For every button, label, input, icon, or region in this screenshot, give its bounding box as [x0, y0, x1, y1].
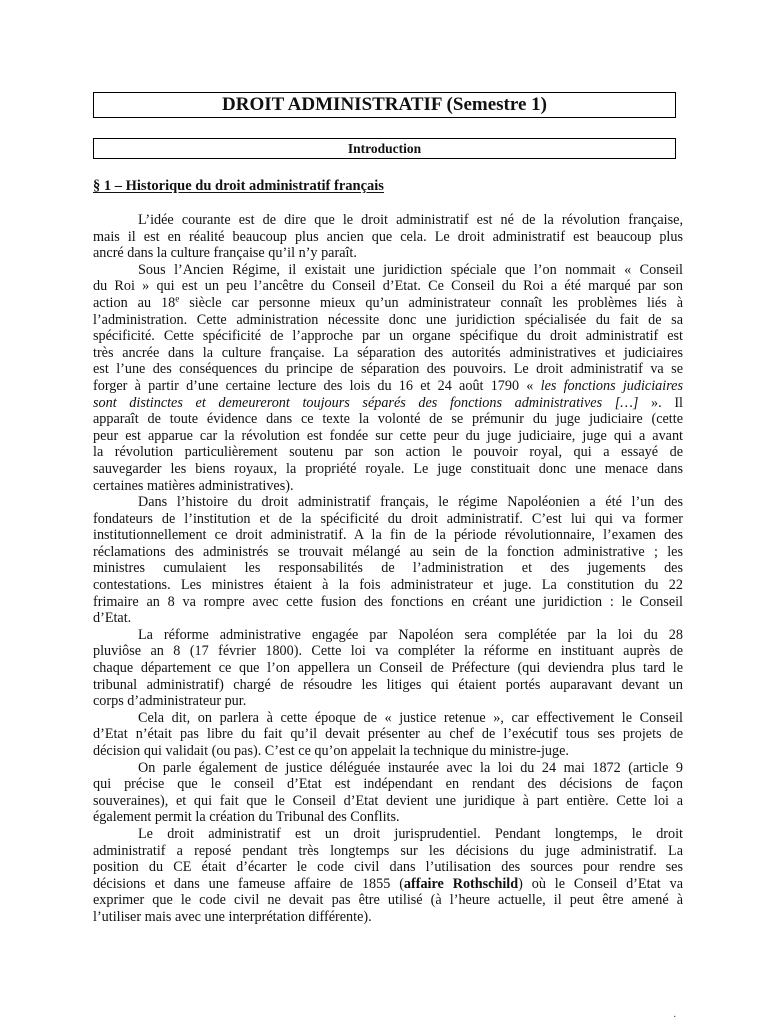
- paragraph: [93, 627, 683, 710]
- text-run: est l’une des conséquences du principe de séparation des pouvoirs. Le droit administratif va se: [93, 361, 683, 378]
- text-run: sauvegarder les biens royaux, la propriété royale. Le juge constituait donc une menace dans: [93, 460, 683, 477]
- text-run: administratif a reposé pendant très longtemps sur les décisions du juge administratif. La: [93, 842, 683, 859]
- text-run: réclamations des administrés se trouvait mélangé au sein de la fonction administrative ; les: [93, 543, 683, 560]
- text-run: mais il est en réalité beaucoup plus ancien que cela. Le droit administratif est beaucoup plus: [93, 228, 683, 245]
- paragraph-line: [93, 544, 683, 561]
- text-run: souveraines), et qui fait que le Conseil d’Etat devient une juridique à part entière. Cette loi a: [93, 792, 683, 809]
- paragraph-line: [93, 428, 683, 445]
- text-run: affaire Rothschild: [403, 875, 519, 892]
- text-run: e: [175, 293, 180, 304]
- paragraph-line: [93, 843, 683, 860]
- text-run: ancré dans la culture française qu’il n’y paraît.: [93, 245, 357, 262]
- text-run: chaque département ce que l’on appellera un Conseil de Préfecture (qui deviendra plus tard le: [93, 660, 683, 677]
- text-run: d’Etat n’était pas libre du fait qu’il devait présenter au chef de l’exécutif tous ses projets de: [93, 726, 683, 743]
- paragraph-line: [93, 710, 683, 727]
- text-run: d’Etat.: [93, 610, 132, 627]
- text-run: la révolution particulièrement soutenu par son action le pouvoir royal, qui a essayé de: [93, 444, 683, 461]
- text-run: Dans l’histoire du droit administratif français, le régime Napoléonien a été l’un des: [138, 494, 683, 511]
- paragraph-line: [93, 892, 683, 909]
- paragraph-line: [93, 461, 683, 478]
- paragraph-line: [93, 328, 683, 345]
- paragraph-line: [93, 909, 683, 926]
- paragraph-line: [93, 627, 683, 644]
- paragraph-line: [93, 229, 683, 246]
- paragraph-line: [93, 760, 683, 777]
- section-heading: § 1 – Historique du droit administratif français: [93, 178, 384, 194]
- text-run: qui précise que le conseil d’Etat est indépendant en rendant des décisions de façon: [93, 776, 683, 793]
- text-run: L’idée courante est de dire que le droit administratif est né de la révolution française,: [138, 212, 683, 228]
- paragraph-line: [93, 478, 683, 495]
- paragraph-line: [93, 826, 683, 843]
- text-run: On parle également de justice déléguée instaurée avec la loi du 24 mai 1872 (article 9: [138, 759, 683, 776]
- paragraph-line: [93, 660, 683, 677]
- paragraph-line: [93, 577, 683, 594]
- text-run: ) où le Conseil d’Etat va: [518, 875, 683, 892]
- paragraph-line: [93, 776, 683, 793]
- paragraph-line: [93, 726, 683, 743]
- paragraph: [93, 826, 683, 926]
- paragraph: [93, 494, 683, 627]
- paragraph-line: [93, 677, 683, 694]
- text-run: fondateurs de l’institution et de la spécificité du droit administratif. C’est lui qui va former: [93, 510, 683, 527]
- paragraph-line: [93, 378, 683, 395]
- paragraph: [93, 760, 683, 826]
- text-run: spécificité. Cette spécificité de l’approche par un organe spécifique du droit administratif est: [93, 328, 683, 345]
- text-run: exprimer que le code civil ne devait pas être utilisé (à l’heure actuelle, il peut être amené à: [93, 892, 683, 909]
- paragraph-line: [93, 345, 683, 362]
- text-run: La réforme administrative engagée par Napoléon sera complétée par la loi du 28: [138, 626, 683, 643]
- paragraph-line: [93, 743, 683, 760]
- paragraph-line: [93, 527, 683, 544]
- paragraph: [93, 212, 683, 262]
- paragraph-line: [93, 610, 683, 627]
- section-label-introduction: Introduction: [93, 138, 676, 159]
- body-text: [93, 212, 683, 926]
- paragraph-line: [93, 212, 683, 229]
- text-run: apparaît de toute évidence dans ce texte la volonté de se prémunir du juge judiciaire (cette: [93, 411, 683, 428]
- paragraph-line: [93, 312, 683, 329]
- text-run: forger à partir d’une certaine lecture des lois du 16 et 24 août 1790 «: [93, 377, 541, 394]
- text-run: ministres cumulaient les responsabilités de l’administration et des jugements des: [93, 560, 683, 577]
- text-run: tribunal administratif) chargé de résoudre les litiges qui étaient portés auparavant devant un: [93, 676, 683, 693]
- text-run: certaines matières administratives).: [93, 477, 294, 494]
- paragraph-line: [93, 395, 683, 412]
- text-run: très ancrée dans la culture française. La séparation des autorités administratives et judiciaires: [93, 344, 683, 361]
- paragraph: [93, 262, 683, 494]
- text-run: du Roi » qui est un peu l’ancêtre du Conseil d’Etat. Ce Conseil du Roi a été marqué par son: [93, 278, 683, 295]
- text-run: les fonctions judiciaires: [540, 377, 684, 394]
- text-run: position du CE était d’écarter le code civil dans l’utilisation des sources pour rendre ses: [93, 859, 683, 876]
- text-run: action au 18: [93, 294, 176, 311]
- paragraph-line: [93, 278, 683, 295]
- text-run: ». Il: [638, 394, 683, 411]
- text-run: contestations. Les ministres étaient à la fois administrateur et juge. La constitution du 22: [93, 577, 683, 594]
- text-run: décisions et dans une fameuse affaire de 1855 (: [93, 875, 404, 892]
- paragraph-line: [93, 809, 683, 826]
- text-run: décision qui validait (ou pas). C’est ce qu’on appelait la technique du ministre-juge.: [93, 743, 569, 759]
- paragraph-line: [93, 361, 683, 378]
- text-run: Cela dit, on parlera à cette époque de « justice retenue », car effectivement le Conseil: [138, 709, 683, 726]
- paragraph-line: [93, 594, 683, 611]
- paragraph-line: [93, 245, 683, 262]
- text-run: pluviôse an 8 (17 février 1800). Cette loi va compléter la réforme en instituant auprès de: [93, 643, 683, 660]
- paragraph-line: [93, 295, 683, 312]
- text-run: institutionnellement ce droit administratif. A la fin de la période révolutionnaire, l’examen des: [93, 527, 683, 544]
- paragraph-line: [93, 444, 683, 461]
- paragraph-line: [93, 859, 683, 876]
- document-title: DROIT ADMINISTRATIF (Semestre 1): [93, 92, 676, 118]
- paragraph: [93, 710, 683, 760]
- paragraph-line: [93, 262, 683, 279]
- text-run: sont distinctes et demeureront toujours séparés des fonctions administratives […]: [93, 394, 639, 411]
- text-run: siècle car personne mieux qu’un administrateur connaît les problèmes liés à: [179, 294, 683, 311]
- text-run: frimaire an 8 va rompre avec cette fusion des fonctions en créant une juridiction : le Conseil: [93, 593, 683, 610]
- paragraph-line: [93, 411, 683, 428]
- text-run: Sous l’Ancien Régime, il existait une juridiction spéciale que l’on nommait « Conseil: [138, 261, 683, 278]
- text-run: l’utiliser mais avec une interprétation différente).: [93, 908, 372, 925]
- paragraph-line: [93, 560, 683, 577]
- paragraph-line: [93, 793, 683, 810]
- text-run: Le droit administratif est un droit jurisprudentiel. Pendant longtemps, le droit: [138, 825, 683, 842]
- text-run: corps d’administrateur pur.: [93, 693, 247, 710]
- paragraph-line: [93, 494, 683, 511]
- text-run: l’administration. Cette administration nécessite donc une juridiction spécialisée du fait de sa: [93, 311, 683, 328]
- footer-mark: .: [673, 1009, 676, 1020]
- text-run: également permit la création du Tribunal des Conflits.: [93, 809, 400, 826]
- paragraph-line: [93, 511, 683, 528]
- text-run: peur est apparue car la révolution est fondée sur cette peur du juge judiciaire, juge qui a avant: [93, 427, 683, 444]
- paragraph-line: [93, 876, 683, 893]
- paragraph-line: [93, 643, 683, 660]
- paragraph-line: [93, 693, 683, 710]
